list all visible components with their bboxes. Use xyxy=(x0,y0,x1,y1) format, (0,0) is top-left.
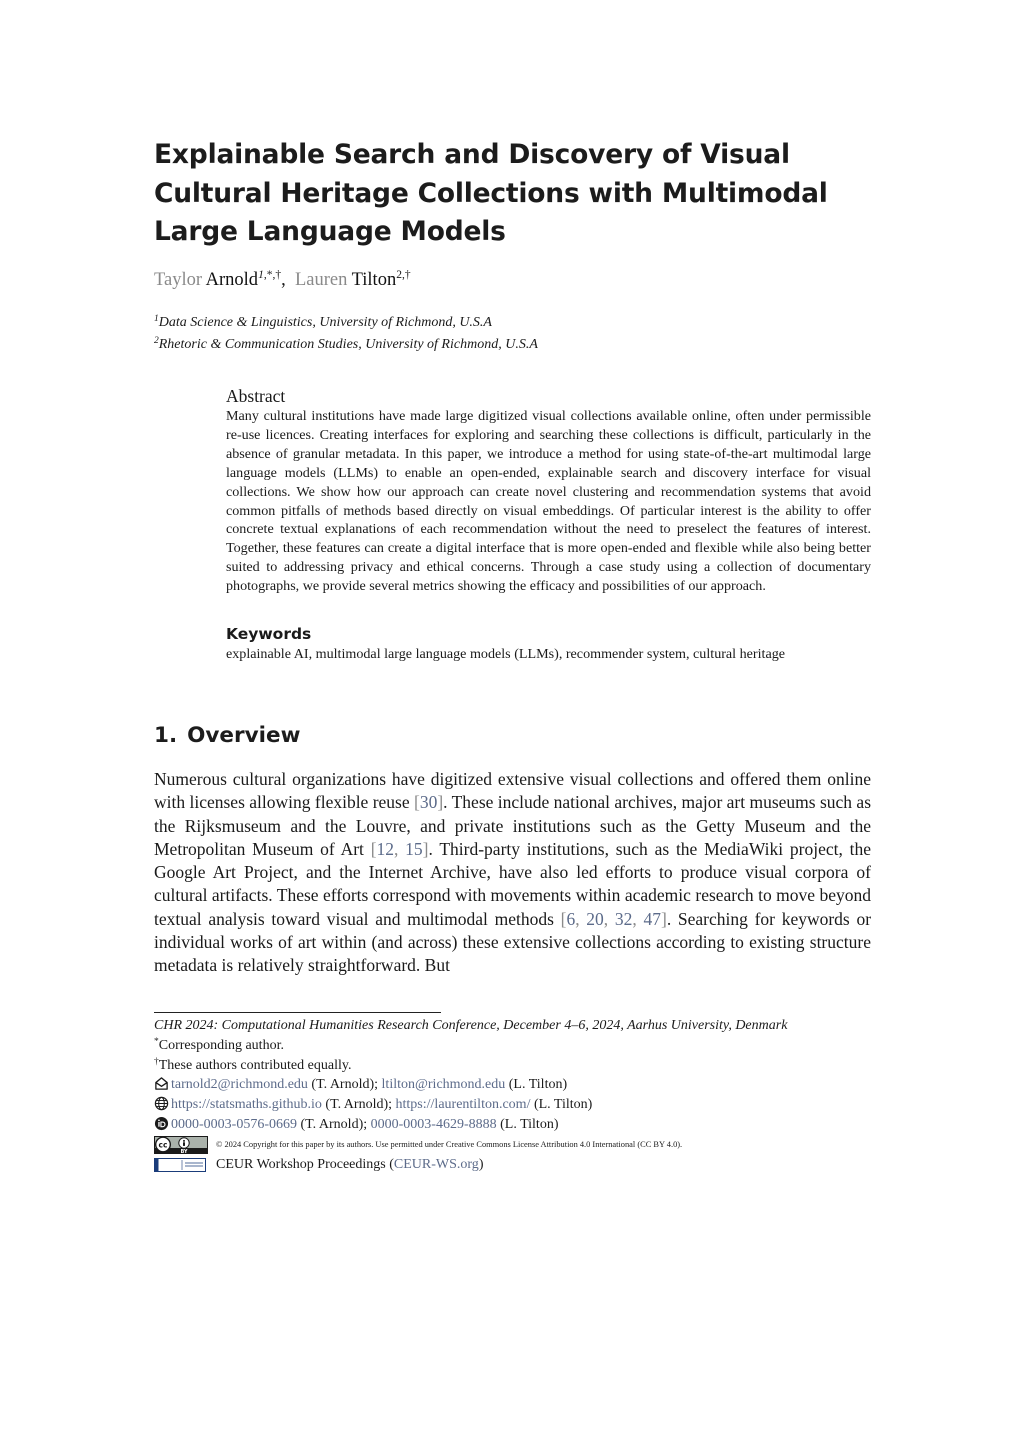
author-last-name: Tilton xyxy=(351,270,397,290)
ceur-label: CEUR Workshop Proceedings xyxy=(216,1156,386,1172)
email-link[interactable]: ltilton@richmond.edu xyxy=(381,1077,506,1093)
body-text-run: . These include national archives, major art museums such as the Rijksmuseum and the Louvre, and private institutions such as the Getty Museum and the Metropolitan Museum of Art xyxy=(154,792,872,859)
author-separator: , xyxy=(281,270,286,290)
keywords-heading: Keywords xyxy=(226,625,312,643)
author-first-name: Lauren xyxy=(294,270,348,290)
citation-link[interactable]: 6 xyxy=(566,908,576,929)
author-affil-mark: 1,*,† xyxy=(258,269,282,281)
keywords xyxy=(226,623,871,663)
citation-link[interactable]: 15 xyxy=(405,838,423,859)
email-line: tarnold2@richmond.edu (T. Arnold); ltilton@richmond.edu (L. Tilton) xyxy=(154,1075,871,1095)
url-line: https://statsmaths.github.io (T. Arnold); https://laurentilton.com/ (L. Tilton) xyxy=(154,1095,871,1115)
body-text-run: . Searching for keywords or individual works of art within (and across) these extensive collections according to existing structure metadata is relatively straightforward. But xyxy=(154,908,872,976)
citation-link[interactable]: 30 xyxy=(419,792,438,813)
citation-bracket: ] xyxy=(422,838,429,859)
section-body-text xyxy=(154,768,871,978)
license-line xyxy=(154,1135,871,1155)
citation-link[interactable]: 47 xyxy=(643,908,661,929)
citation-link[interactable]: 20 xyxy=(586,908,604,929)
abstract-heading: Abstract xyxy=(226,386,286,406)
email-link[interactable]: tarnold2@richmond.edu xyxy=(171,1077,308,1093)
citation-bracket: ] xyxy=(660,908,667,929)
ceur-logo-icon xyxy=(154,1158,206,1172)
abstract-text: Many cultural institutions have made large digitized visual collections available online, often under permissible re-use licences. Creating interfaces for exploring and searching these collections is difficult, particularly in the absence of granular metadata. In this paper, we introduce a method for using state-​of-the-art multimodal large language models (LLMs) to enable an open-ended, explainable search and discovery interface for visual collections. We show how our approach can create novel clustering and recommendation systems that avoid common pitfalls of methods based directly on visual embeddings. Of particular interest is the ability to offer concrete textual explanations of each recommendation without the need to preselect the features of interest. Together, these features can create a digital interface that is more open-ended and flexible while also being better suited to addressing privacy and ethical concerns. Through a case study using a collection of documentary photographs, we provide several metrics showing the efficacy and possibilities of our approach. xyxy=(226,408,871,595)
citation-bracket: , xyxy=(394,838,406,859)
svg-text:cc: cc xyxy=(158,1140,168,1150)
globe-icon xyxy=(154,1096,169,1111)
affiliations xyxy=(154,312,538,356)
citation-bracket: , xyxy=(575,908,587,929)
citation-bracket: [ xyxy=(560,908,567,929)
cc-by-badge-icon xyxy=(154,1136,208,1154)
body-text-run: . Third-party institutions, such as the MediaWiki project, the Google Art Project, and the Internet Archive, have also led efforts to produce visual corpora of cultural artifacts. These efforts correspond with movements within academic research to move beyond textual analysis toward visual and multimodal methods xyxy=(154,838,872,929)
citation-bracket: ] xyxy=(437,792,444,813)
footnotes xyxy=(154,1016,871,1175)
copyright-notice: © 2024 Copyright for this paper by its authors. Use permitted under Creative Commons License Attribution 4.0 International (CC BY 4.0). xyxy=(216,1139,683,1149)
author-first-name: Taylor xyxy=(154,270,203,290)
equal-contribution-note: †These authors contributed equally. xyxy=(154,1056,352,1073)
author-list xyxy=(154,266,411,294)
citation-bracket: , xyxy=(632,908,644,929)
author-last-name: Arnold xyxy=(205,270,259,290)
homepage-link[interactable]: https://laurentilton.com/ xyxy=(395,1097,531,1113)
ceur-line: CEUR Workshop Proceedings (CEUR-WS.org) xyxy=(154,1155,871,1175)
orcid-icon xyxy=(154,1116,169,1131)
corresponding-note: *Corresponding author. xyxy=(154,1036,284,1053)
citation-bracket: [ xyxy=(414,792,420,813)
body-text-run: Numerous cultural organizations have digitized extensive visual collections and offered them online with licenses allowing flexible reuse xyxy=(154,769,871,813)
envelope-icon xyxy=(154,1076,169,1091)
citation-bracket: [ xyxy=(370,838,377,859)
homepage-link[interactable]: https://statsmaths.github.io xyxy=(171,1097,322,1113)
abstract xyxy=(226,385,871,596)
citation-link[interactable]: 32 xyxy=(614,908,633,929)
author-affil-mark: 2,† xyxy=(396,269,411,281)
orcid-link[interactable]: 0000-0003-4629-8888 xyxy=(370,1116,497,1132)
conference-note: CHR 2024: Computational Humanities Research Conference, December 4–6, 2024, Aarhus University, Denmark xyxy=(154,1018,788,1033)
orcid-line: 0000-0003-0576-0669 (T. Arnold); 0000-0003-4629-8888 (L. Tilton) xyxy=(154,1115,871,1135)
keywords-text: explainable AI, multimodal large language models (LLMs), recommender system, cultural heritage xyxy=(226,646,786,662)
svg-text:BY: BY xyxy=(180,1149,188,1154)
citation-link[interactable]: 12 xyxy=(376,838,395,859)
paper-title: Explainable Search and Discovery of Visual Cultural Heritage Collections with Multimodal Large Language Models xyxy=(154,139,828,247)
orcid-link[interactable]: 0000-0003-0576-0669 xyxy=(171,1116,297,1132)
citation-bracket: , xyxy=(603,908,615,929)
affiliation: $^2$Rhetoric & Communication Studies, University of Richmond, U.S.A xyxy=(154,336,538,352)
section-heading xyxy=(154,722,300,750)
affiliation: $^1$Data Science & Linguistics, University of Richmond, U.S.A xyxy=(154,314,492,330)
footnote-rule xyxy=(154,1012,441,1013)
section-title: Overview xyxy=(187,723,301,748)
ceur-link[interactable]: CEUR-WS.org xyxy=(393,1156,479,1172)
section-number: 1. xyxy=(154,723,178,748)
